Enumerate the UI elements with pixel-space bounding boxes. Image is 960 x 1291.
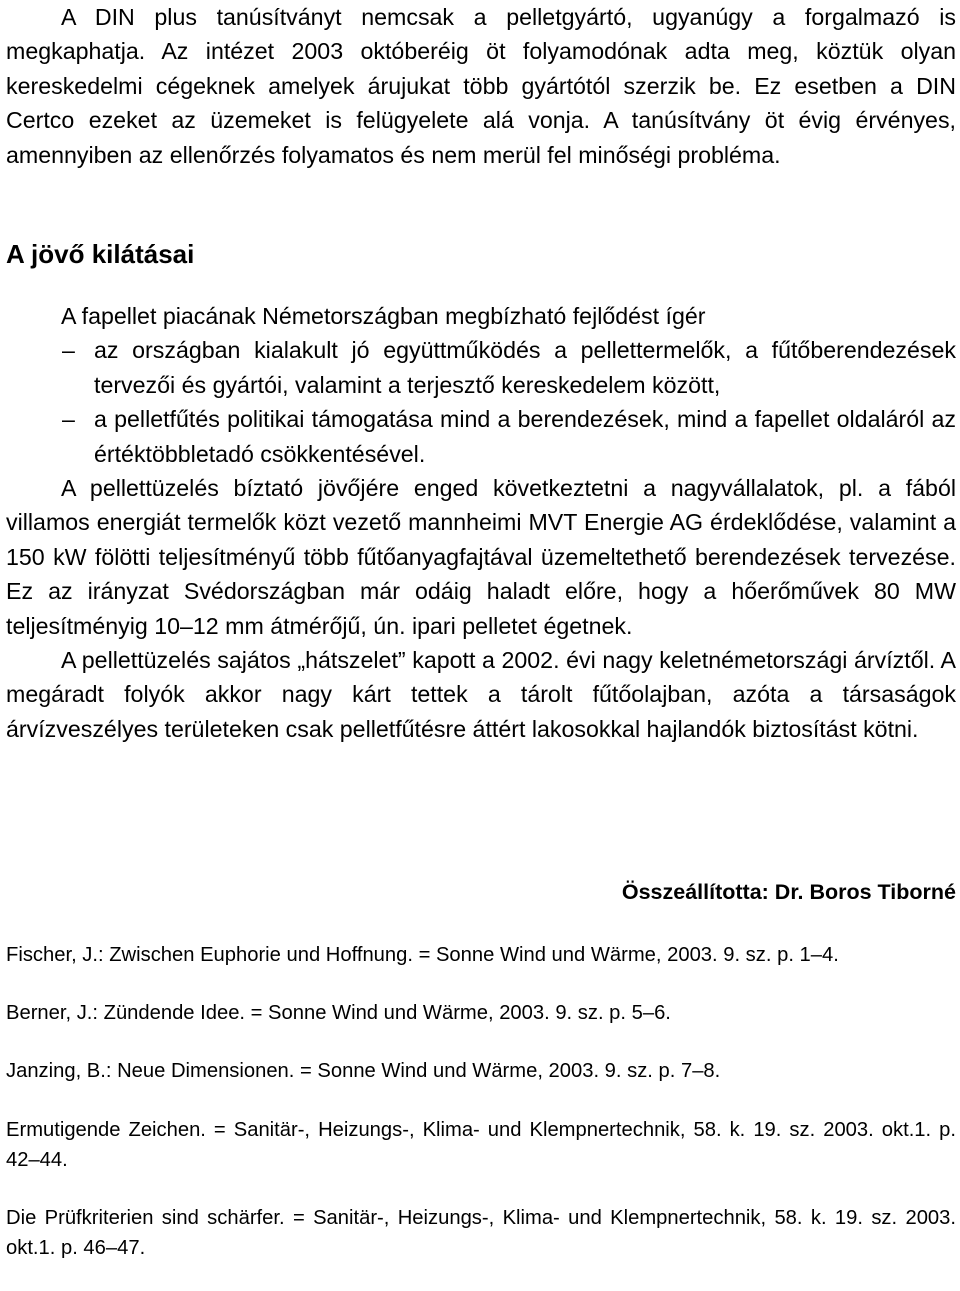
list-item — [6, 402, 956, 471]
reference-item: Janzing, B.: Neue Dimensionen. = Sonne Wind und Wärme, 2003. 9. sz. p. 7–8. — [6, 1060, 721, 1083]
reference-item: Berner, J.: Zündende Idee. = Sonne Wind und Wärme, 2003. 9. sz. p. 5–6. — [6, 1002, 671, 1025]
section-lead: A fapellet piacának Németországban megbízható fejlődést ígér — [61, 303, 706, 329]
list-item-text: a pelletfűtés politikai támogatása mind a berendezések, mind a fapellet oldaláról az értéktöbbletadó csökkentésével. — [94, 406, 956, 467]
list-item — [6, 333, 956, 402]
dash-bullet: – — [62, 406, 75, 433]
reference-item: Ermutigende Zeichen. = Sanitär-, Heizungs-, Klima- und Klempnertechnik, 58. k. 19. sz. 2003. okt.1. p. 42–44. — [6, 1118, 956, 1171]
paragraph-flood: A pellettüzelés sajátos „hátszelet” kapott a 2002. évi nagy keletnémetországi árvíztől. A megáradt folyók akkor nagy kárt tettek a tárolt fűtőolajban, azóta a társaságok árvízveszélyes területeken csak pelletfűtésre áttért lakosokkal hajlandók biztosítást kötni. — [6, 647, 956, 742]
author-credit: Összeállította: Dr. Boros Tiborné — [621, 880, 956, 904]
intro-block — [6, 0, 956, 172]
reference-item: Die Prüfkriterien sind schärfer. = Sanitär-, Heizungs-, Klima- und Klempnertechnik, 58. k. 19. sz. 2003. okt.1. p. 46–47. — [6, 1207, 956, 1260]
section-heading: A jövő kilátásai — [6, 239, 195, 269]
list-item-text: az országban kialakult jó együttműködés a pellettermelők, a fűtőberendezések tervezői és gyártói, valamint a terjesztő kereskedelem között, — [94, 337, 956, 398]
dash-bullet: – — [62, 337, 75, 364]
section-body — [6, 299, 956, 746]
reference-item: Fischer, J.: Zwischen Euphorie und Hoffnung. = Sonne Wind und Wärme, 2003. 9. sz. p. 1–4. — [6, 944, 839, 966]
paragraph-outlook: A pellettüzelés bíztató jövőjére enged következtetni a nagyvállalatok, pl. a fából villamos energiát termelők közt vezető mannheimi MVT Energie AG érdeklődése, valamint a 150 kW fölötti teljesítményű több fűtőanyagfajtával üzemeltethető berendezések tervezése. Ez az irányzat Svédországban már odáig haladt előre, hogy a hőerőművek 80 MW teljesítményig 10–12 mm átmérőjű, ún. ipari pelletet égetnek. — [6, 475, 956, 639]
intro-paragraph: A DIN plus tanúsítványt nemcsak a pelletgyártó, ugyanúgy a forgalmazó is megkaphatja. Az intézet 2003 októberéig öt folyamodónak adta meg, köztük olyan kereskedelmi cégeknek amelyek árujukat több gyártótól szerzik be. Ez esetben a DIN Certco ezeket az üzemeket is felügyelete alá vonja. A tanúsítvány öt évig érvényes, amennyiben az ellenőrzés folyamatos és nem merül fel minőségi probléma. — [6, 4, 956, 168]
references-list — [6, 940, 956, 1291]
